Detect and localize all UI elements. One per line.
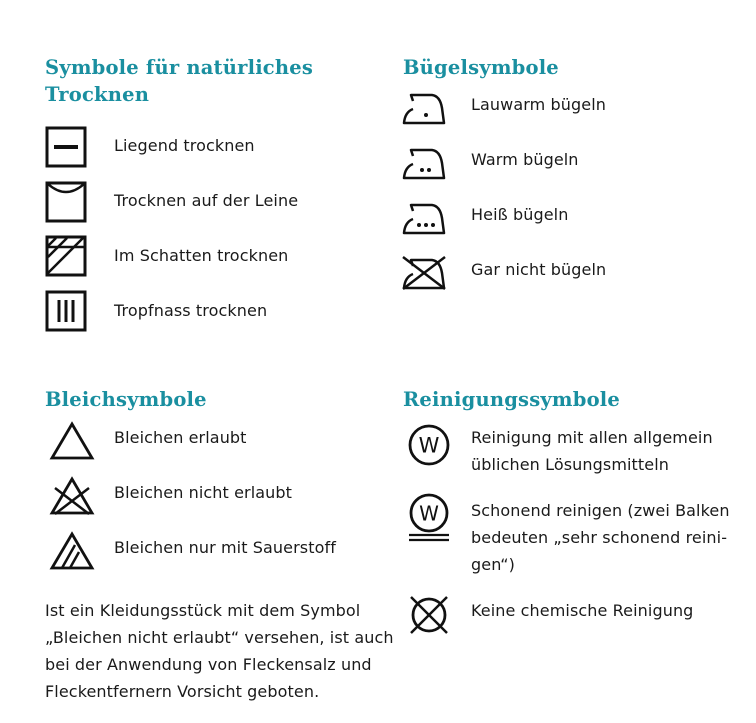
bleaching-label-3: Bleichen nur mit Sauerstoff <box>114 538 336 557</box>
cleaning-label-3: Keine chemische Reinigung <box>471 601 694 620</box>
svg-text:W: W <box>418 433 440 458</box>
drying-label-2: Trocknen auf der Leine <box>114 191 299 210</box>
no-dry-cleaning-icon <box>407 593 451 637</box>
ironing-heading: Bügelsymbole <box>403 56 559 79</box>
drying-label-1: Liegend trocknen <box>114 136 255 155</box>
do-not-iron-icon <box>402 253 446 291</box>
dry-in-shade-icon <box>45 235 87 277</box>
dry-flat-icon <box>45 126 87 168</box>
do-not-bleach-icon <box>49 476 95 516</box>
bleaching-note: Ist ein Kleidungsstück mit dem Symbol „Bleichen nicht erlaubt“ versehen, ist auch bei der Anwendung von Fleckensalz und Fleckentfernern Vorsicht geboten. <box>45 601 394 701</box>
drying-label-3: Im Schatten trocknen <box>114 246 289 265</box>
ironing-label-4: Gar nicht bügeln <box>471 260 607 279</box>
professional-cleaning-icon <box>407 423 451 467</box>
oxygen-bleach-only-icon <box>49 531 95 571</box>
line-dry-icon <box>45 181 87 223</box>
drip-dry-icon <box>45 290 87 332</box>
bleach-allowed-icon <box>49 421 95 461</box>
svg-text:W: W <box>419 501 439 526</box>
bleaching-heading: Bleichsymbole <box>45 388 207 411</box>
ironing-label-1: Lauwarm bügeln <box>471 95 607 114</box>
drying-heading: Symbole für natürliches Trocknen <box>45 56 314 106</box>
cleaning-heading: Reinigungssymbole <box>403 388 621 411</box>
ironing-label-3: Heiß bügeln <box>471 205 569 224</box>
bleaching-label-1: Bleichen erlaubt <box>114 428 247 447</box>
iron-two-dots-icon <box>402 143 446 181</box>
bleaching-label-2: Bleichen nicht erlaubt <box>114 483 293 502</box>
iron-three-dots-icon <box>402 198 446 236</box>
cleaning-label-2: Schonend reinigen (zwei Balken bedeuten „sehr schonend reini- gen“) <box>471 501 730 574</box>
iron-one-dot-icon <box>402 88 446 126</box>
drying-label-4: Tropfnass trocknen <box>114 301 268 320</box>
ironing-label-2: Warm bügeln <box>471 150 579 169</box>
gentle-cleaning-icon <box>407 493 451 543</box>
cleaning-label-1: Reinigung mit allen allgemein üblichen Lösungsmitteln <box>471 428 713 474</box>
